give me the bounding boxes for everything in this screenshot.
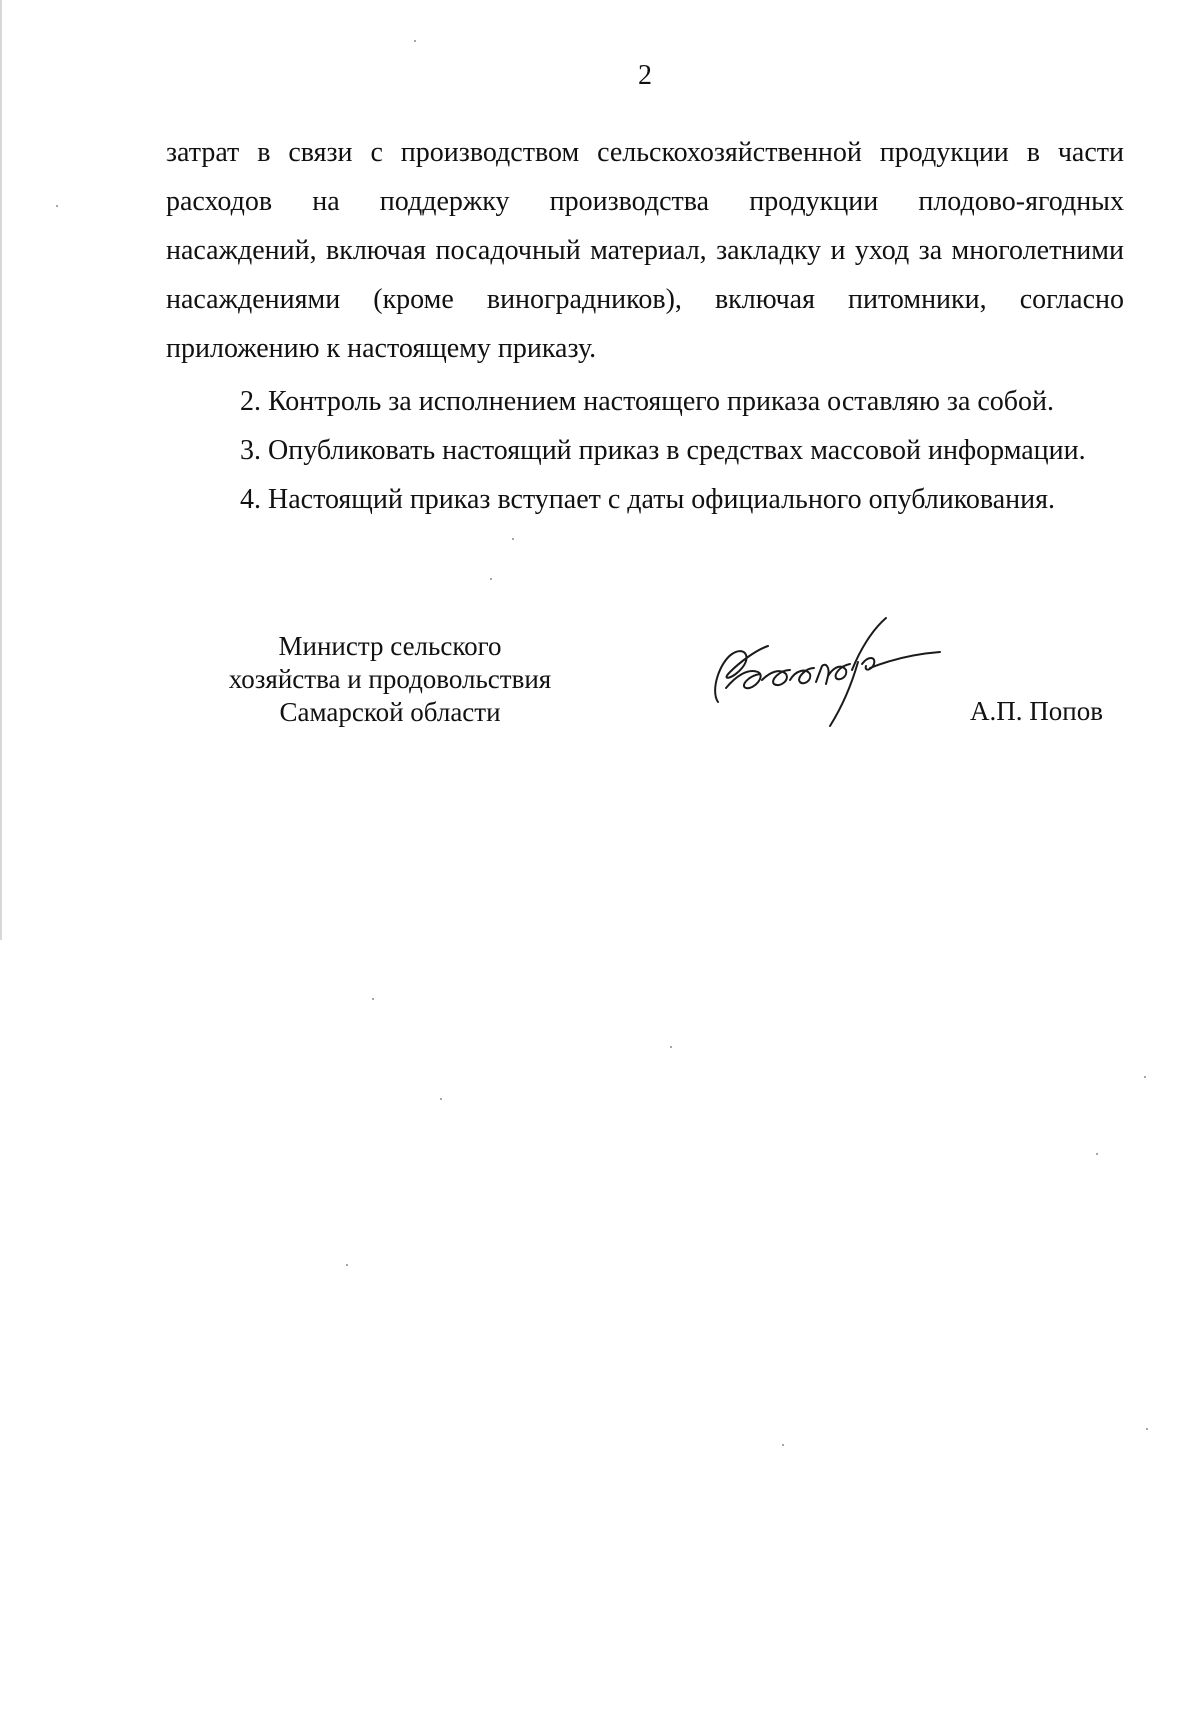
scan-speck xyxy=(1146,1428,1148,1430)
intro-line: приложению к настоящему приказу. xyxy=(166,333,597,364)
scan-speck xyxy=(490,578,492,580)
scan-speck xyxy=(414,40,416,42)
list-item: 2. Контроль за исполнением настоящего приказа оставляю за собой. xyxy=(240,386,1055,417)
scan-speck xyxy=(56,205,58,207)
scan-speck xyxy=(1096,1153,1098,1155)
scan-speck xyxy=(372,998,374,1000)
intro-line: расходов на поддержку производства продукции плодово-ягодных xyxy=(166,186,1124,217)
signatory-name: А.П. Попов xyxy=(970,696,1103,726)
list-item: 4. Настоящий приказ вступает с даты официального опубликования. xyxy=(240,484,1056,515)
page-number: 2 xyxy=(638,60,652,91)
intro-line: насаждениями (кроме виноградников), включая питомники, согласно xyxy=(166,284,1124,315)
intro-paragraph xyxy=(166,128,1124,373)
scan-speck xyxy=(782,1444,784,1446)
scan-speck xyxy=(1144,1076,1146,1078)
signatory-title xyxy=(190,630,590,729)
scan-edge-line xyxy=(0,0,2,940)
list-item: 3. Опубликовать настоящий приказ в средствах массовой информации. xyxy=(240,435,1086,466)
scan-speck xyxy=(440,1098,442,1100)
intro-line: затрат в связи с производством сельскохозяйственной продукции в части xyxy=(166,137,1124,168)
document-body xyxy=(166,128,1124,524)
signatory-title-line: хозяйства и продовольствия xyxy=(228,664,552,694)
scan-speck xyxy=(512,538,514,540)
signatory-title-line: Министр сельского xyxy=(278,631,502,661)
intro-line: насаждений, включая посадочный материал, закладку и уход за многолетними xyxy=(166,235,1124,266)
scan-speck xyxy=(670,1046,672,1048)
signature-block xyxy=(150,630,1150,770)
signatory-title-line: Самарской области xyxy=(279,697,501,727)
handwritten-signature xyxy=(690,610,950,730)
scan-speck xyxy=(346,1264,348,1266)
